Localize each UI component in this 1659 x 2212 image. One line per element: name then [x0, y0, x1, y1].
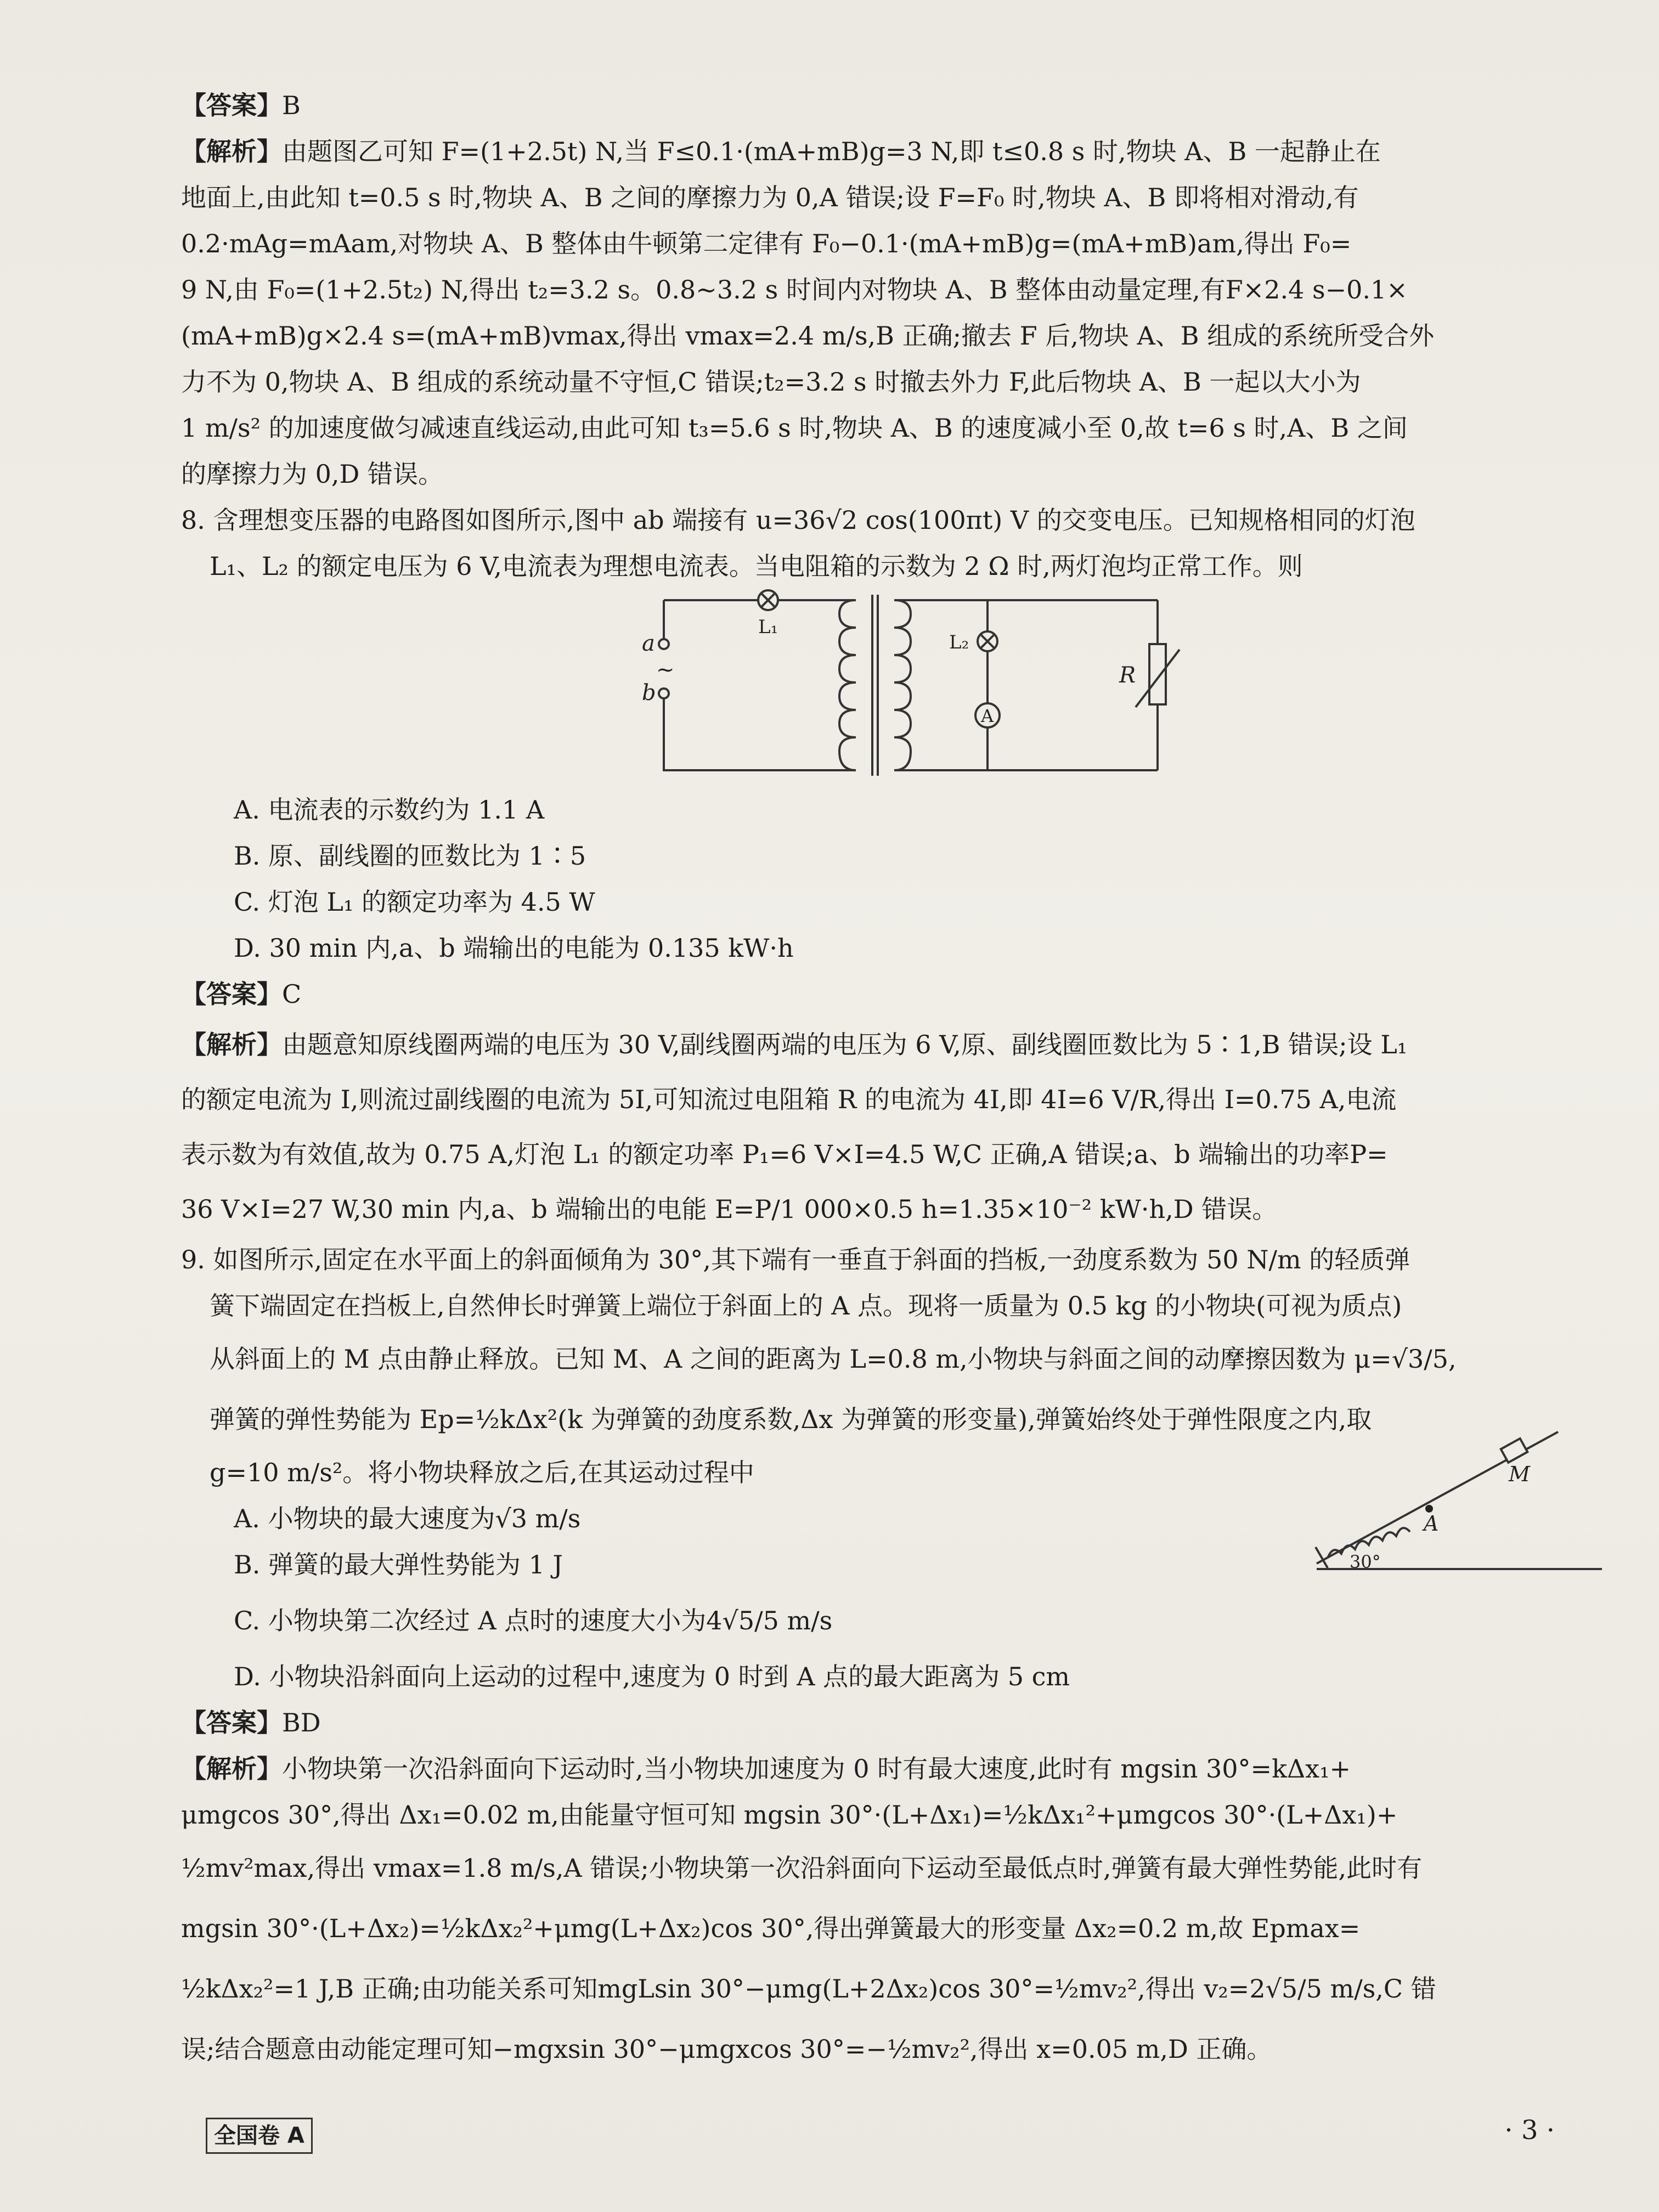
option-c: C. 灯泡 L₁ 的额定功率为 4.5 W	[234, 887, 595, 917]
analysis-line: 的摩擦力为 0,D 错误。	[181, 459, 444, 489]
analysis-line: 的额定电流为 I,则流过副线圈的电流为 5I,可知流过电阻箱 R 的电流为 4I,即 4I=6 V/R,得出 I=0.75 A,电流	[181, 1085, 1397, 1114]
analysis-line: 0.2·mAg=mAam,对物块 A、B 整体由牛顿第二定律有 F₀−0.1·(mA+mB)g=(mA+mB)am,得出 F₀=	[181, 229, 1352, 258]
stem-line: 簧下端固定在挡板上,自然伸长时弹簧上端位于斜面上的 A 点。现将一质量为 0.5 kg 的小物块(可视为质点)	[210, 1291, 1402, 1321]
q7-analysis	[181, 128, 1607, 497]
label-ammeter: A	[981, 706, 994, 726]
option-a: A. 电流表的示数约为 1.1 A	[234, 795, 545, 825]
answer-label: 【答案】	[181, 91, 282, 120]
analysis-text: 由题图乙可知 F=(1+2.5t) N,当 F≤0.1·(mA+mB)g=3 N,即 t≤0.8 s 时,物块 A、B 一起静止在	[282, 137, 1381, 166]
label-b: b	[642, 680, 656, 706]
analysis-line: 地面上,由此知 t=0.5 s 时,物块 A、B 之间的摩擦力为 0,A 错误;设 F=F₀ 时,物块 A、B 即将相对滑动,有	[181, 183, 1359, 212]
option-d: D. 小物块沿斜面向上运动的过程中,速度为 0 时到 A 点的最大距离为 5 cm	[234, 1662, 1070, 1691]
analysis-line: 1 m/s² 的加速度做匀减速直线运动,由此可知 t₃=5.6 s 时,物块 A、B 的速度减小至 0,故 t=6 s 时,A、B 之间	[181, 413, 1408, 443]
answer-value: B	[282, 91, 301, 120]
exam-volume-label: 全国卷 A	[206, 2118, 313, 2154]
analysis-label: 【解析】	[181, 1030, 282, 1059]
analysis-line: ½kΔx₂²=1 J,B 正确;由功能关系可知mgLsin 30°−μmg(L+2Δx₂)cos 30°=½mv₂²,得出 v₂=2√5/5 m/s,C 错	[181, 1974, 1436, 2004]
label-L1: L₁	[758, 616, 778, 638]
label-L2: L₂	[949, 631, 969, 653]
analysis-label: 【解析】	[181, 137, 282, 166]
circuit-diagram	[642, 589, 1300, 787]
label-ac: ~	[656, 657, 675, 682]
label-M: M	[1509, 1462, 1530, 1486]
label-A: A	[1424, 1511, 1439, 1536]
analysis-line: 9 N,由 F₀=(1+2.5t₂) N,得出 t₂=3.2 s。0.8~3.2 s 时间内对物块 A、B 整体由动量定理,有F×2.4 s−0.1×	[181, 275, 1408, 304]
analysis-text: 小物块第一次沿斜面向下运动时,当小物块加速度为 0 时有最大速度,此时有 mgsin 30°=kΔx₁+	[282, 1754, 1351, 1784]
stem-line: 8. 含理想变压器的电路图如图所示,图中 ab 端接有 u=36√2 cos(100πt) V 的交变电压。已知规格相同的灯泡	[181, 505, 1415, 535]
q9-analysis	[181, 1746, 1607, 2079]
stem-line: g=10 m/s²。将小物块释放之后,在其运动过程中	[210, 1458, 754, 1487]
option-a: A. 小物块的最大速度为√3 m/s	[234, 1504, 581, 1533]
q7-answer	[181, 82, 1607, 128]
label-a: a	[642, 631, 655, 656]
label-R: R	[1119, 663, 1136, 688]
answer-label: 【答案】	[181, 979, 282, 1009]
analysis-label: 【解析】	[181, 1754, 282, 1784]
option-c: C. 小物块第二次经过 A 点时的速度大小为4√5/5 m/s	[234, 1606, 833, 1635]
analysis-line: μmgcos 30°,得出 Δx₁=0.02 m,由能量守恒可知 mgsin 30°·(L+Δx₁)=½kΔx₁²+μmgcos 30°·(L+Δx₁)+	[181, 1800, 1398, 1830]
q8-stem	[181, 497, 1607, 589]
answer-value: BD	[282, 1708, 321, 1737]
analysis-text: 由题意知原线圈两端的电压为 30 V,副线圈两端的电压为 6 V,原、副线圈匝数比为 5∶1,B 错误;设 L₁	[282, 1030, 1408, 1059]
analysis-line: 表示数为有效值,故为 0.75 A,灯泡 L₁ 的额定功率 P₁=6 V×I=4.5 W,C 正确,A 错误;a、b 端输出的功率P=	[181, 1139, 1388, 1169]
analysis-line	[181, 128, 1607, 174]
q8-answer	[181, 971, 1607, 1017]
analysis-line	[181, 1017, 1607, 1072]
option-b: B. 原、副线圈的匝数比为 1∶5	[234, 841, 586, 871]
q8-analysis	[181, 1017, 1607, 1237]
answer-label: 【答案】	[181, 1708, 282, 1737]
label-angle: 30°	[1350, 1551, 1381, 1572]
analysis-line: mgsin 30°·(L+Δx₂)=½kΔx₂²+μmg(L+Δx₂)cos 30°,得出弹簧最大的形变量 Δx₂=0.2 m,故 Epmax=	[181, 1914, 1361, 1943]
stem-line: 从斜面上的 M 点由静止释放。已知 M、A 之间的距离为 L=0.8 m,小物块与斜面之间的动摩擦因数为 μ=√3/5,	[210, 1344, 1457, 1374]
incline-spring-figure	[1306, 1421, 1613, 1580]
q8-options	[181, 787, 1607, 971]
stem-line: 弹簧的弹性势能为 Ep=½kΔx²(k 为弹簧的劲度系数,Δx 为弹簧的形变量),弹簧始终处于弹性限度之内,取	[210, 1404, 1372, 1434]
q9-answer	[181, 1700, 1607, 1746]
analysis-line	[181, 1746, 1607, 1792]
analysis-line: 36 V×I=27 W,30 min 内,a、b 端输出的电能 E=P/1 000×0.5 h=1.35×10⁻² kW·h,D 错误。	[181, 1194, 1278, 1224]
page-number: · 3 ·	[1504, 2115, 1555, 2146]
content	[181, 82, 1607, 2079]
option-d: D. 30 min 内,a、b 端输出的电能为 0.135 kW·h	[234, 933, 794, 963]
answer-value: C	[282, 979, 302, 1009]
analysis-line: ½mv²max,得出 vmax=1.8 m/s,A 错误;小物块第一次沿斜面向下运动至最低点时,弹簧有最大弹性势能,此时有	[181, 1853, 1423, 1883]
transformer-circuit-figure	[181, 589, 1607, 787]
analysis-line: 力不为 0,物块 A、B 组成的系统动量不守恒,C 错误;t₂=3.2 s 时撤去外力 F,此后物块 A、B 一起以大小为	[181, 367, 1361, 397]
stem-line: 9. 如图所示,固定在水平面上的斜面倾角为 30°,其下端有一垂直于斜面的挡板,一劲度系数为 50 N/m 的轻质弹	[181, 1245, 1410, 1274]
analysis-line: (mA+mB)g×2.4 s=(mA+mB)vmax,得出 vmax=2.4 m/s,B 正确;撤去 F 后,物块 A、B 组成的系统所受合外	[181, 321, 1435, 351]
option-b: B. 弹簧的最大弹性势能为 1 J	[234, 1550, 563, 1579]
stem-line: L₁、L₂ 的额定电压为 6 V,电流表为理想电流表。当电阻箱的示数为 2 Ω 时,两灯泡均正常工作。则	[210, 551, 1303, 581]
analysis-line: 误;结合题意由动能定理可知−mgxsin 30°−μmgxcos 30°=−½mv₂²,得出 x=0.05 m,D 正确。	[181, 2034, 1272, 2064]
